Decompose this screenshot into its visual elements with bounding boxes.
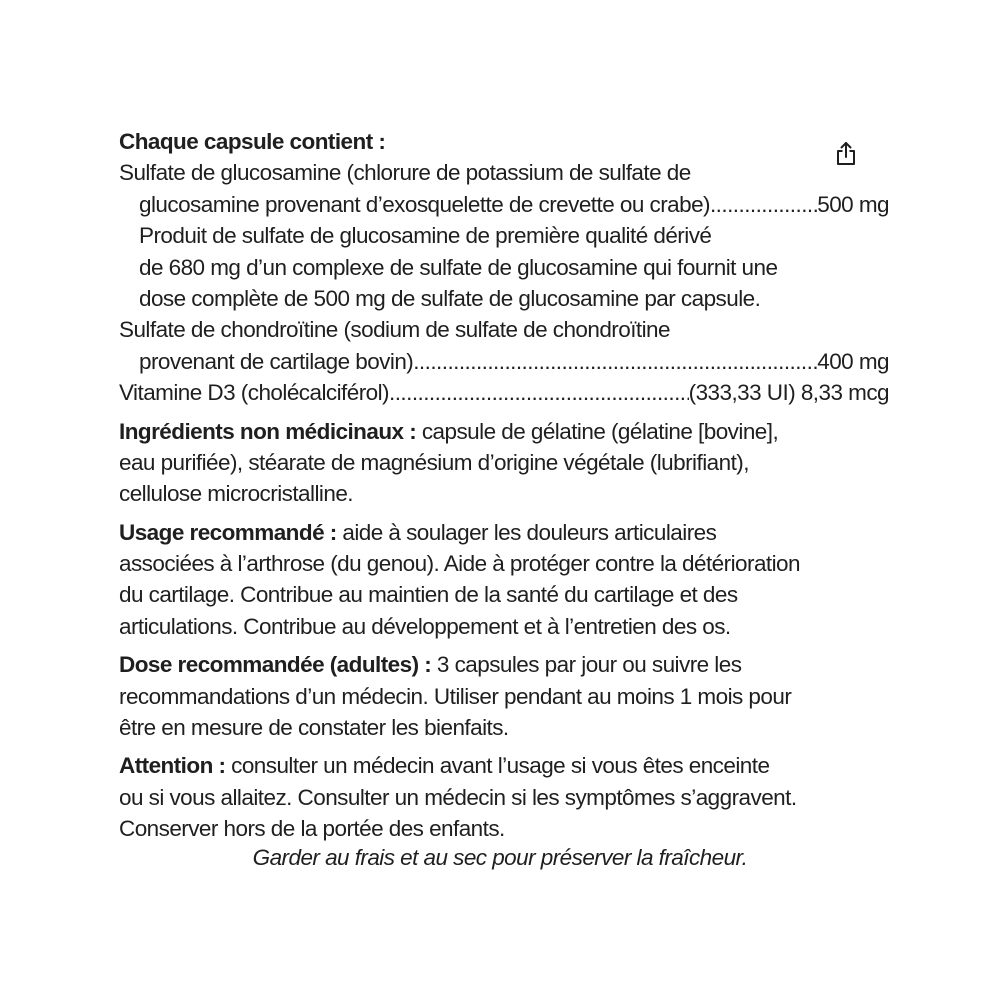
usage-label: Usage recommandé : (119, 519, 337, 545)
usage-line-1: Usage recommandé : aide à soulager les douleurs articulaires (119, 519, 717, 545)
contents-heading: Chaque capsule contient : (119, 129, 386, 154)
non-medicinal-line-1: Ingrédients non médicinaux : capsule de gélatine (gélatine [bovine], (119, 418, 779, 444)
dose-line-2: recommandations d’un médecin. Utiliser pendant au moins 1 mois pour (119, 683, 792, 709)
chondroitin-leader (139, 346, 817, 377)
glucosamine-line-1: Sulfate de glucosamine (chlorure de potassium de sulfate de (119, 160, 691, 186)
non-medicinal-line-3: cellulose microcristalline. (119, 481, 353, 507)
usage-line-2: associées à l’arthrose (du genou). Aide à protéger contre la détérioration (119, 551, 800, 577)
attention-line-2: ou si vous allaitez. Consulter un médecin si les symptômes s’aggravent. (119, 784, 797, 810)
glucosamine-note-2: de 680 mg d’un complexe de sulfate de glucosamine qui fournit une (139, 254, 778, 280)
glucosamine-note-3: dose complète de 500 mg de sulfate de glucosamine par capsule. (139, 285, 761, 311)
dose-line-3: être en mesure de constater les bienfaits. (119, 715, 509, 741)
attention-line-3: Conserver hors de la portée des enfants. (119, 816, 505, 842)
non-medicinal-line-2: eau purifiée), stéarate de magnésium d’origine végétale (lubrifiant), (119, 449, 749, 475)
non-medicinal-label: Ingrédients non médicinaux : (119, 418, 417, 444)
dose-label: Dose recommandée (adultes) : (119, 652, 432, 678)
attention-line-1: Attention : consulter un médecin avant l’usage si vous êtes enceinte (119, 753, 770, 779)
vitamin-d3-leader (119, 377, 689, 408)
usage-line-3: du cartilage. Contribue au maintien de la santé du cartilage et des (119, 582, 738, 608)
attention-label: Attention : (119, 753, 226, 779)
chondroitin-amount-row (119, 346, 889, 377)
storage-note: Garder au frais et au sec pour préserver la fraîcheur. (252, 845, 748, 870)
glucosamine-amount: 500 mg (817, 191, 889, 217)
chondroitin-amount: 400 mg (817, 348, 889, 374)
glucosamine-amount-row (119, 189, 889, 220)
glucosamine-leader (139, 189, 817, 220)
glucosamine-note-1: Produit de sulfate de glucosamine de première qualité dérivé (139, 223, 712, 249)
vitamin-d3-row (119, 377, 889, 408)
vitamin-d3-name: Vitamine D3 (cholécalciférol) (119, 380, 390, 406)
glucosamine-line-2: glucosamine provenant d’exosquelette de crevette ou crabe) (139, 191, 710, 217)
usage-line-4: articulations. Contribue au développement et à l’entretien des os. (119, 613, 731, 639)
product-label (119, 126, 889, 845)
chondroitin-line-1: Sulfate de chondroïtine (sodium de sulfate de chondroïtine (119, 317, 670, 343)
dose-line-1: Dose recommandée (adultes) : 3 capsules par jour ou suivre les (119, 652, 742, 678)
vitamin-d3-amount: (333,33 UI) 8,33 mcg (688, 380, 889, 406)
chondroitin-line-2: provenant de cartilage bovin) (139, 348, 414, 374)
